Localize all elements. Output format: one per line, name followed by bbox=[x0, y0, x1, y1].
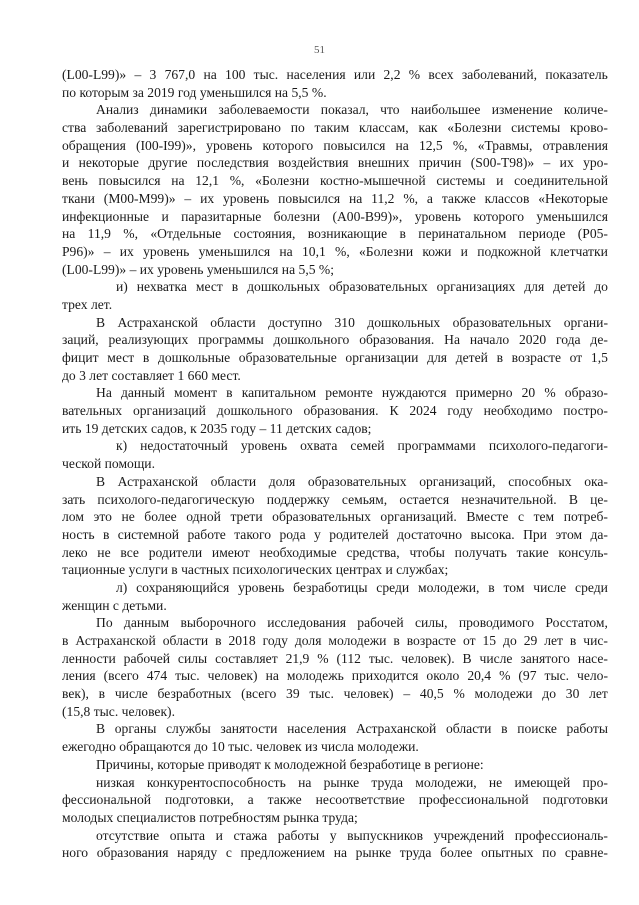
text-line: и некоторые другие последствия воздействия внешних причин (S00-T98)» – их уро- bbox=[62, 155, 608, 171]
text-line: к) недостаточный уровень охвата семей программами психолого-педагоги- bbox=[116, 438, 608, 454]
text-line: По данным выборочного исследования рабочей силы, проводимого Росстатом, bbox=[96, 615, 608, 631]
text-line: (L00-L99)» – 3 767,0 на 100 тыс. населения или 2,2 % всех заболеваний, показатель bbox=[62, 67, 608, 82]
text-line: На данный момент в капитальном ремонте нуждаются примерно 20 % образо- bbox=[96, 385, 608, 401]
text-line: ткани (M00-M99)» – их уровень повысился на 11,2 %, а также классов «Некоторые bbox=[62, 190, 608, 206]
text-line: вень повысился на 12,1 %, «Болезни костно-мышечной системы и соединительной bbox=[62, 173, 608, 189]
text-line: фицит мест в дошкольные образовательные организации для детей в возрасте от 1,5 bbox=[62, 350, 608, 365]
text-line: вательных организаций дошкольного образования. К 2024 году необходимо постро- bbox=[62, 403, 608, 419]
text-line: женщин с детьми. bbox=[62, 597, 167, 613]
text-line: ить 19 детских садов, к 2035 году – 11 детских садов; bbox=[62, 420, 372, 436]
text-line: ежегодно обращаются до 10 тыс. человек из числа молодежи. bbox=[62, 739, 419, 755]
text-line: низкая конкурентоспособность на рынке труда молодежи, не имеющей про- bbox=[96, 774, 608, 790]
text-line: ленности рабочей силы составляет 21,9 % (112 тыс. человек). В числе занятого насе- bbox=[62, 650, 608, 666]
text-line: (15,8 тыс. человек). bbox=[62, 703, 175, 719]
text-line: обращения (I00-I99)», уровень которого повысился на 12,5 %, «Травмы, отравления bbox=[62, 137, 608, 153]
text-line: ческой помощи. bbox=[62, 456, 155, 472]
page-number: 51 bbox=[314, 44, 325, 56]
text-line: В Астраханской области доля образовательных организаций, способных ока- bbox=[96, 473, 608, 489]
text-line: в Астраханской области в 2018 году доля молодежи в возрасте от 15 до 29 лет в чис- bbox=[62, 633, 608, 648]
text-line: Причины, которые приводят к молодежной безработице в регионе: bbox=[96, 756, 484, 772]
text-line: по которым за 2019 год уменьшился на 5,5 %. bbox=[62, 84, 327, 100]
body-text bbox=[62, 66, 608, 862]
text-line: Анализ динамики заболеваемости показал, что наибольшее изменение количе- bbox=[96, 102, 608, 118]
text-line: на 11,9 %, «Отдельные состояния, возникающие в перинатальном периоде (P05- bbox=[62, 226, 608, 242]
text-line: до 3 лет составляет 1 660 мест. bbox=[62, 367, 241, 383]
text-line: В Астраханской области доступно 310 дошкольных образовательных органи- bbox=[96, 314, 608, 330]
text-line: тационные услуги в частных психологических центрах и службах; bbox=[62, 562, 449, 578]
text-line: лом это не более одной трети образовательных организаций. Вместе с тем потреб- bbox=[62, 509, 608, 525]
text-line: фессиональной подготовки, а также несоответствие профессиональной подготовки bbox=[62, 792, 608, 808]
text-line: зать психолого-педагогическую поддержку семьям, остается незначительной. В це- bbox=[62, 491, 608, 507]
text-line: л) сохраняющийся уровень безработицы среди молодежи, в том числе среди bbox=[116, 579, 608, 595]
text-line: отсутствие опыта и стажа работы у выпускников учреждений профессиональ- bbox=[96, 827, 608, 843]
text-line: и) нехватка мест в дошкольных образовательных организациях для детей до bbox=[116, 279, 608, 295]
text-line: инфекционные и паразитарные болезни (A00-B99)», уровень которого уменьшился bbox=[62, 208, 608, 224]
text-line: ного образования наряду с предложением на рынке труда более опытных по сравне- bbox=[62, 845, 608, 861]
text-line: В органы службы занятости населения Астраханской области в поиске работы bbox=[96, 721, 608, 737]
text-line: ления (всего 474 тыс. человек) на молодежь приходится около 20,4 % (97 тыс. чело- bbox=[62, 668, 608, 684]
text-line: век), в числе безработных (всего 39 тыс. человек) – 40,5 % молодежи до 30 лет bbox=[62, 686, 608, 702]
text-line: заций, реализующих программы дошкольного образования. На начало 2020 года де- bbox=[62, 332, 608, 348]
text-line: ства заболеваний зарегистрировано по таким классам, как «Болезни системы крово- bbox=[62, 120, 608, 136]
text-line: P96)» – их уровень уменьшился на 10,1 %, «Болезни кожи и подкожной клетчатки bbox=[62, 243, 608, 259]
text-line: молодых специалистов потребностям рынка труда; bbox=[62, 809, 358, 825]
text-line: ность в системной работе такого рода у родителей достаточно высока. При этом да- bbox=[62, 526, 608, 542]
text-line: трех лет. bbox=[62, 296, 113, 312]
text-line: леко не все родители имеют необходимые средства, чтобы получать такие консуль- bbox=[62, 544, 608, 560]
text-line: (L00-L99)» – их уровень уменьшился на 5,5 %; bbox=[62, 261, 335, 277]
